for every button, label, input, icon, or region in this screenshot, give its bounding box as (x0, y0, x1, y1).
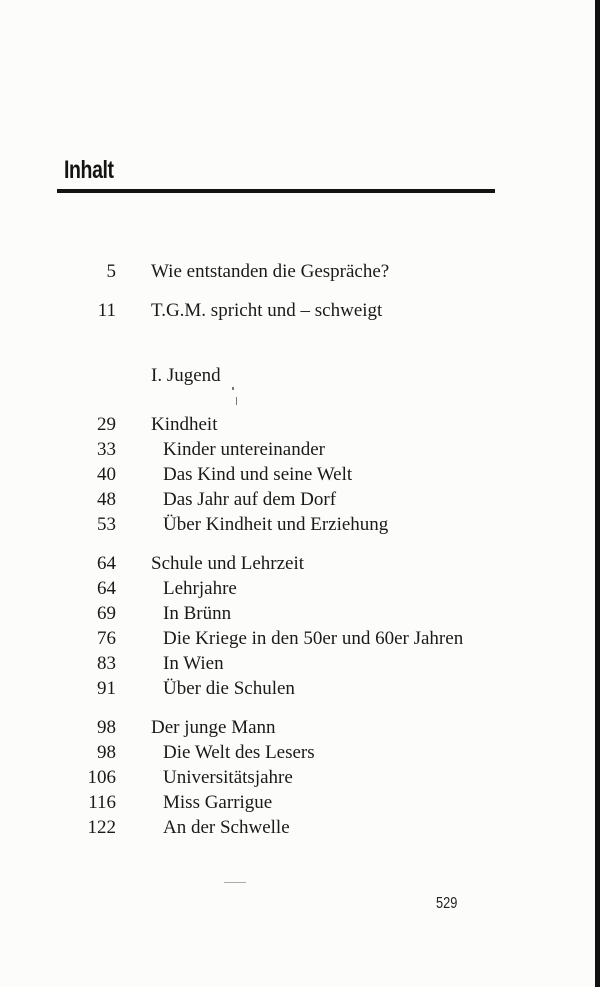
toc-page-number: 33 (97, 439, 116, 460)
toc-entry-title: Über die Schulen (163, 678, 295, 699)
toc-page-number: 98 (97, 742, 116, 763)
toc-page-number: 122 (87, 817, 116, 838)
toc-page-number: 64 (97, 553, 116, 574)
heading-rule (57, 189, 495, 193)
toc-entry-title: I. Jugend (151, 365, 221, 386)
toc-page-number: 83 (97, 653, 116, 674)
toc-entry-title: Über Kindheit und Erziehung (163, 514, 389, 535)
page-number: 529 (436, 895, 458, 912)
toc-page-number: 40 (97, 464, 116, 485)
toc-page-number: 98 (97, 717, 116, 738)
toc-entry (0, 439, 600, 463)
toc-page-number: 116 (88, 792, 116, 813)
print-speck (236, 397, 237, 405)
toc-page-number: 11 (97, 300, 116, 321)
toc-page-number: 29 (97, 414, 116, 435)
toc-entry-title: In Brünn (163, 603, 232, 624)
toc-entry (0, 817, 600, 841)
toc-entry-title: T.G.M. spricht und – schweigt (151, 300, 383, 321)
toc-entry (0, 414, 600, 438)
toc-entry-title: Die Kriege in den 50er und 60er Jahren (163, 628, 464, 649)
toc-entry (0, 261, 600, 285)
toc-entry (0, 792, 600, 816)
toc-page-number: 69 (97, 603, 116, 624)
toc-entry-title: Die Welt des Lesers (163, 742, 315, 763)
toc-page-number: 64 (97, 578, 116, 599)
toc-entry (0, 742, 600, 766)
toc-entry (0, 717, 600, 741)
toc-entry-title: Kinder untereinander (163, 439, 325, 460)
toc-entry (0, 578, 600, 602)
toc-page-number: 76 (97, 628, 116, 649)
toc-page-number: 106 (87, 767, 116, 788)
toc-page-number: 48 (97, 489, 116, 510)
toc-page-number: 5 (106, 261, 116, 282)
toc-entry-title: In Wien (163, 653, 224, 674)
toc-entry-title: Das Jahr auf dem Dorf (163, 489, 337, 510)
print-speck (224, 882, 246, 883)
toc-entry (0, 603, 600, 627)
toc-page-number: 53 (97, 514, 116, 535)
toc-entry (0, 365, 600, 389)
toc-entry-title: Kindheit (151, 414, 218, 435)
toc-entry (0, 300, 600, 324)
toc-entry-title: An der Schwelle (163, 817, 290, 838)
toc-entry-title: Das Kind und seine Welt (163, 464, 353, 485)
toc-entry (0, 464, 600, 488)
toc-page-number: 91 (97, 678, 116, 699)
print-speck (232, 387, 234, 390)
toc-entry (0, 767, 600, 791)
toc-entry-title: Miss Garrigue (163, 792, 273, 813)
toc-entry-title: Schule und Lehrzeit (151, 553, 305, 574)
toc-entry (0, 628, 600, 652)
toc-entry (0, 489, 600, 513)
toc-entry-title: Wie entstanden die Gespräche? (151, 261, 390, 282)
toc-heading: Inhalt (64, 156, 114, 184)
toc-entry (0, 514, 600, 538)
toc-entry-title: Lehrjahre (163, 578, 237, 599)
toc-entry (0, 553, 600, 577)
toc-entry (0, 678, 600, 702)
toc-entry (0, 653, 600, 677)
toc-entry-title: Der junge Mann (151, 717, 276, 738)
toc-entry-title: Universitätsjahre (163, 767, 293, 788)
